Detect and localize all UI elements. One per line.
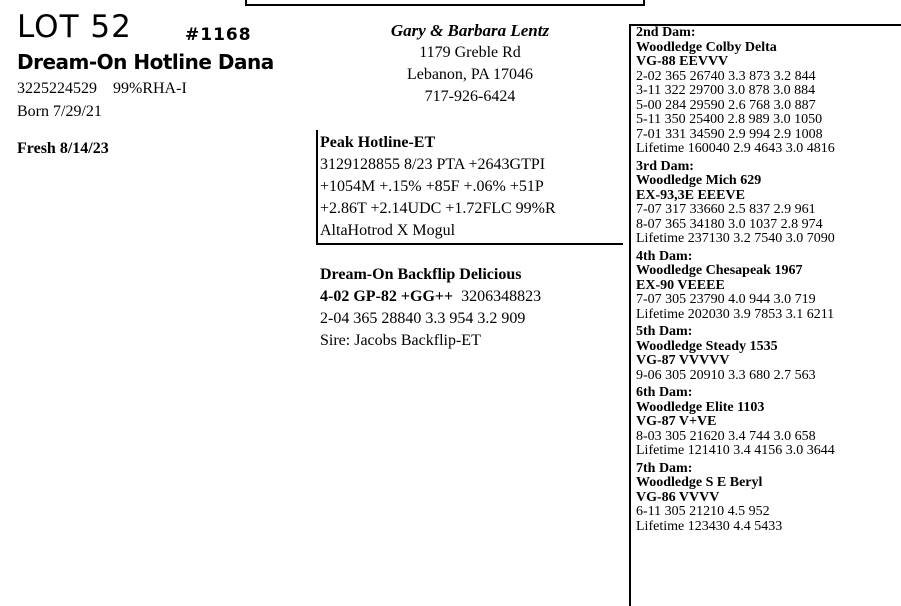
dam-heading: 3rd Dam: <box>636 158 694 174</box>
dam-name: Woodledge Mich 629 <box>636 173 762 188</box>
dam-7th <box>636 462 898 535</box>
dam-record: 9-06 305 20910 3.3 680 2.7 563 <box>636 367 816 383</box>
sire-name: Peak Hotline-ET <box>320 134 436 151</box>
dam-classification: VG-87 V+VE <box>636 414 717 429</box>
dam-record: 7-07 305 23790 4.0 944 3.0 719 <box>636 292 816 307</box>
sire-block <box>320 132 556 242</box>
dam-record: 6-11 305 21210 4.5 952 <box>636 504 770 519</box>
sire-line: AltaHotrod X Mogul <box>320 222 456 239</box>
dam-name: Woodledge S E Beryl <box>636 475 763 490</box>
dam-record: 8-03 305 21620 3.4 744 3.0 658 <box>636 428 816 444</box>
dam-classification: VG-88 EEVVV <box>636 54 729 69</box>
dam-classification: VG-86 VVVV <box>636 489 720 505</box>
dam-lifetime: Lifetime 160040 2.9 4643 3.0 4816 <box>636 141 835 156</box>
dam-lifetime: Lifetime 121410 3.4 4156 3.0 3644 <box>636 443 835 458</box>
dam-record: 5-00 284 29590 2.6 768 3.0 887 <box>636 97 816 113</box>
sire-line: +1054M +.15% +85F +.06% +51P <box>320 178 544 195</box>
dam-name: Woodledge Elite 1103 <box>636 399 765 415</box>
owner-block <box>290 20 650 108</box>
dam-heading: 4th Dam: <box>636 248 693 264</box>
dam-4th <box>636 250 898 323</box>
dam-heading: 2nd Dam: <box>636 25 696 40</box>
dam-heading: 6th Dam: <box>636 385 693 400</box>
sire-line: 3129128855 8/23 PTA +2643GTPI <box>320 156 546 173</box>
dam-name: Woodledge Colby Delta <box>636 39 777 55</box>
dam-lifetime: Lifetime 202030 3.9 7853 3.1 6211 <box>636 306 835 322</box>
dam-class-line <box>320 286 541 308</box>
dam-classification: 4-02 GP-82 +GG++ <box>320 288 454 305</box>
dam-2nd <box>636 26 898 157</box>
dam-record: 3-11 322 29700 3.0 878 3.0 884 <box>636 83 816 98</box>
dam-sire: Sire: Jacobs Backflip-ET <box>320 332 481 349</box>
dam-block <box>320 264 541 352</box>
dam-heading: 5th Dam: <box>636 324 693 339</box>
dam-3rd <box>636 160 898 247</box>
lot-label: LOT 52 <box>17 9 132 45</box>
dam-lifetime: Lifetime 123430 4.4 5433 <box>636 518 783 534</box>
dam-record: 7-07 317 33660 2.5 837 2.9 961 <box>636 202 816 217</box>
owner-phone: 717-926-6424 <box>424 88 516 105</box>
owner-city: Lebanon, PA 17046 <box>406 66 534 83</box>
lot-number: #1168 <box>185 25 252 45</box>
dam-lifetime: Lifetime 237130 3.2 7540 3.0 7090 <box>636 231 835 246</box>
registration-line: 3225224529 99%RHA-I <box>17 80 187 97</box>
dam-classification: EX-90 VEEEE <box>636 277 725 293</box>
top-border-box <box>245 0 645 6</box>
birth-date: Born 7/29/21 <box>17 103 102 120</box>
dam-classification: VG-87 VVVVV <box>636 353 730 368</box>
owner-name: Gary & Barbara Lentz <box>390 21 550 40</box>
fresh-date: Fresh 8/14/23 <box>17 140 109 157</box>
dam-record: 8-07 365 34180 3.0 1037 2.8 974 <box>636 216 823 232</box>
dam-record: 2-04 365 28840 3.3 954 3.2 909 <box>320 310 526 327</box>
dam-6th <box>636 386 898 459</box>
dam-5th <box>636 325 898 383</box>
dam-classification: EX-93,3E EEEVE <box>636 187 745 203</box>
dam-record: 5-11 350 25400 2.8 989 3.0 1050 <box>636 112 823 127</box>
dam-name: Woodledge Steady 1535 <box>636 338 778 354</box>
dam-name: Dream-On Backflip Delicious <box>320 266 522 283</box>
cow-name: Dream-On Hotline Dana <box>17 50 274 74</box>
dam-heading: 7th Dam: <box>636 460 693 476</box>
dam-record: 2-02 365 26740 3.3 873 3.2 844 <box>636 68 816 84</box>
dam-registration: 3206348823 <box>461 288 542 305</box>
sire-line: +2.86T +2.14UDC +1.72FLC 99%R <box>320 200 556 217</box>
dam-record: 7-01 331 34590 2.9 994 2.9 1008 <box>636 126 823 142</box>
dam-name: Woodledge Chesapeak 1967 <box>636 263 803 278</box>
owner-street: 1179 Greble Rd <box>419 44 521 61</box>
pedigree-block <box>636 26 898 534</box>
